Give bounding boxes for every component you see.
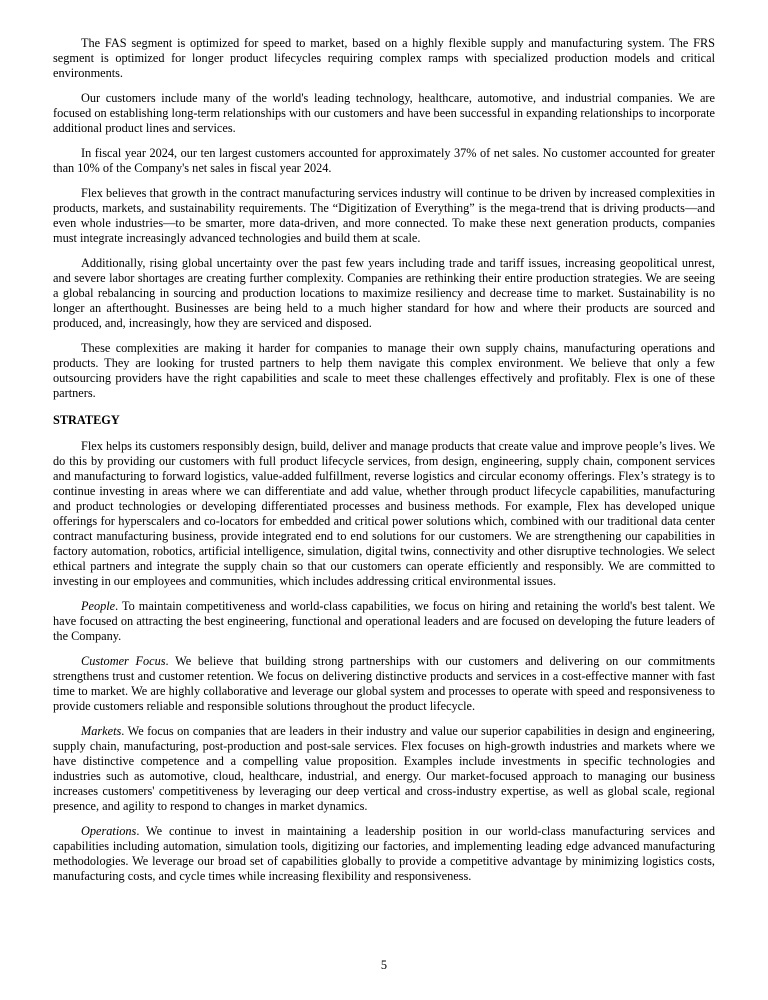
paragraph-customers: Our customers include many of the world's leading technology, healthcare, automotive, and industrial companies. We are focused on establishing long-term relationships with our customers and have been successful in expanding relationships to incorporate additional product lines and services. (53, 91, 715, 135)
paragraph-lead-people: People (81, 599, 116, 613)
paragraph-body-customer-focus: . We believe that building strong partnerships with our customers and delivering on our commitments strengthens trust and customer retention. We focus on delivering distinctive products and services in a cost-effective manner with fast time to market. We are highly collaborative and leverage our global system and processes to operate with speed and responsiveness to provide customers reliable and responsible solutions throughout the product lifecycle. (53, 654, 715, 713)
paragraph-global-uncertainty: Additionally, rising global uncertainty over the past few years including trade and tariff issues, increasing geopolitical unrest, and severe labor shortages are creating further complexity. Companies are rethinking their entire production strategies. We are seeing a global rebalancing in sourcing and production locations to maximize resiliency and decrease time to market. Sustainability is no longer an afterthought. Businesses are being held to a much higher standard for how and where their products are sourced and produced, and, increasingly, how they are serviced and disposed. (53, 256, 715, 330)
section-heading-strategy: STRATEGY (53, 413, 120, 427)
paragraph-customer-focus (53, 654, 715, 714)
paragraph-lead-customer-focus: Customer Focus (81, 654, 166, 668)
paragraph-complexities: These complexities are making it harder for companies to manage their own supply chains, manufacturing operations and products. They are looking for trusted partners to help them navigate this complex environment. We believe that only a few outsourcing providers have the right capabilities and scale to meet these challenges effectively and profitably. Flex is one of these partners. (53, 341, 715, 400)
paragraph-fas-frs-segments: The FAS segment is optimized for speed to market, based on a highly flexible supply and manufacturing system. The FRS segment is optimized for longer product lifecycles requiring complex ramps with specialized production models and critical environments. (53, 36, 715, 80)
paragraph-markets (53, 724, 715, 814)
paragraph-body-people: . To maintain competitiveness and world-class capabilities, we focus on hiring and retaining the world's best talent. We have focused on attracting the best engineering, functional and operational leaders and are focused on developing the future leaders of the Company. (53, 599, 715, 643)
page-number: 5 (380, 958, 388, 972)
paragraph-lead-markets: Markets (81, 724, 122, 738)
paragraph-body-operations: . We continue to invest in maintaining a leadership position in our world-class manufacturing services and capabilities including automation, simulation tools, digitizing our factories, and implementing leading edge advanced manufacturing methodologies. We leverage our broad set of capabilities globally to provide a competitive advantage by minimizing logistics costs, manufacturing costs, and cycle times while increasing flexibility and responsiveness. (53, 824, 715, 883)
paragraph-people (53, 599, 715, 644)
paragraph-strategy-overview: Flex helps its customers responsibly design, build, deliver and manage products that create value and improve people’s lives. We do this by providing our customers with full product lifecycle services, from design, engineering, supply chain, component services and manufacturing to forward logistics, value-added fulfillment, reverse logistics and circular economy offerings. Flex’s strategy is to continue investing in areas where we can differentiate and add value, whether through product lifecycle capabilities, manufacturing and product technologies or developing differentiated processes and business methods. For example, Flex has developed unique offerings for hyperscalers and co-locators for embedded and critical power solutions which, combined with our traditional data center contract manufacturing business, provide integrated end to end solutions for our customers. We are strengthening our capabilities in factory automation, robotics, artificial intelligence, simulation, digital twins, connectivity and other disruptive technologies. We select ethical partners and integrate the supply chain so that our customers can operate efficiently and responsibly. We are committed to investing in our employees and communities, which includes addressing critical environmental issues. (53, 439, 715, 588)
paragraph-body-markets: . We focus on companies that are leaders in their industry and value our superior capabilities in design and engineering, supply chain, manufacturing, post-production and post-sale services. Flex focuses on high-growth industries and markets where we have distinctive competence and a compelling value proposition. Examples include investments in specific technologies and industries such as automotive, cloud, healthcare, industrial, and energy. Our market-focused approach to managing our business increases customers' competitiveness by leveraging our deep vertical and cross-industry expertise, as well as global scale, regional presence, and agility to respond to changes in market dynamics. (53, 724, 715, 813)
paragraph-lead-operations: Operations (81, 824, 137, 838)
paragraph-fiscal-2024-sales: In fiscal year 2024, our ten largest customers accounted for approximately 37% of net sales. No customer accounted for greater than 10% of the Company's net sales in fiscal year 2024. (53, 146, 715, 175)
paragraph-industry-growth: Flex believes that growth in the contract manufacturing services industry will continue to be driven by increased complexities in products, markets, and sustainability requirements. The “Digitization of Everything” is the mega-trend that is driving products—and even whole industries—to be smarter, more data-driven, and more connected. To make these next generation products, companies must integrate increasingly advanced technologies and build them at scale. (53, 186, 715, 245)
paragraph-operations (53, 824, 715, 884)
